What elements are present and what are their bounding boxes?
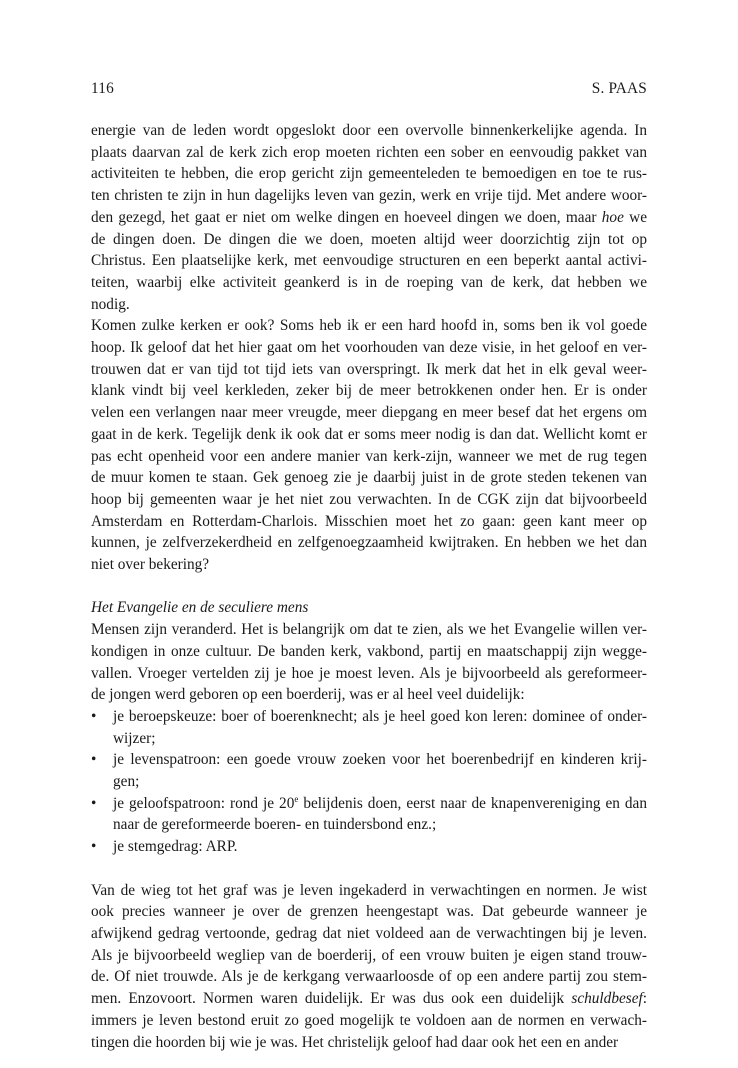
- text-line: nodig.: [91, 295, 130, 313]
- text-line: Als je bijvoorbeeld wegliep van de boerderij, of een vrouw buiten je eigen stand trouw-: [91, 946, 647, 964]
- text-line: trouwen dat er van tijd tot tijd iets van overspringt. Ik merk dat het in elk geval weer-: [91, 360, 647, 378]
- bullet-item: [91, 706, 647, 749]
- text-line: ten christen te zijn in hun dagelijks leven van gezin, werk en vrije tijd. Met andere woor-: [91, 187, 647, 205]
- book-page: [91, 78, 647, 1053]
- running-header: [91, 78, 647, 100]
- text-line: velen een verlangen naar meer vreugde, meer diepgang en meer besef dat het ergens om: [91, 404, 647, 422]
- text-line: gen;: [113, 773, 140, 791]
- text-line: afwijkend gedrag vertoonde, gedrag dat niet voldeed aan de verwachtingen bij je leven.: [91, 924, 647, 942]
- text-line: energie van de leden wordt opgeslokt door een overvolle binnenkerkelijke agenda. In: [91, 122, 647, 139]
- text-line: naar de gereformeerde boeren- en tuindersbond enz.;: [113, 816, 437, 834]
- bullet-list: [91, 706, 647, 858]
- bullet-marker: •: [91, 751, 97, 769]
- bullet-marker: •: [91, 838, 97, 856]
- text-line: Van de wieg tot het graf was je leven ingekaderd in verwachtingen en normen. Je wist: [91, 881, 647, 899]
- text-line: je stemgedrag: ARP.: [113, 838, 238, 856]
- paragraph-norms-and-guilt: [91, 880, 647, 1054]
- text-line: pas echt openheid voor een andere manier van kerk-zijn, wanneer we met de rug tegen: [91, 447, 647, 465]
- text-line: klank vindt bij veel kerkleden, zeker bij de meer betrokkenen onder hen. Er is onder: [91, 382, 647, 400]
- text-line: wijzer;: [113, 729, 156, 747]
- text-line: men. Enzovoort. Normen waren duidelijk. Er was dus ook een duidelijk schuldbesef:: [91, 990, 647, 1008]
- text-line: ook precies wanneer je over de grenzen heengestapt was. Dat gebeurde wanneer je: [91, 903, 647, 921]
- text-line: hoop bij gemeenten waar je het niet zou verwachten. In de CGK zijn dat bijvoorbeeld: [91, 490, 647, 508]
- text-line: den gezegd, het gaat er niet om welke dingen en hoeveel dingen we doen, maar hoe we: [91, 208, 647, 226]
- text-line: gaat in de kerk. Tegelijk denk ik ook dat er soms meer nodig is dan dat. Wellicht komt er: [91, 425, 647, 443]
- emphasized-word: hoe: [601, 208, 624, 226]
- text-line: plaats daarvan zal de kerk zich erop moeten richten een sober en eenvoudig pakket van: [91, 143, 647, 161]
- ordinal-superscript: e: [294, 793, 299, 804]
- bullet-marker: •: [91, 707, 97, 725]
- paragraph-spacer: [91, 576, 647, 598]
- text-line: Amsterdam en Rotterdam-Charlois. Misschien moet het zo gaan: geen kant meer op: [91, 512, 647, 530]
- text-line: je levenspatroon: een goede vrouw zoeken voor het boerenbedrijf en kinderen krij-: [113, 751, 647, 769]
- bullet-item: [91, 836, 647, 858]
- paragraph-spacer: [91, 858, 647, 880]
- text-line: kondigen in onze cultuur. De banden kerk, vakbond, partij en maatschappij zijn wegge-: [91, 642, 647, 660]
- text-line: tingen die hoorden bij wie je was. Het christelijk geloof had daar ook het een en ander: [91, 1033, 619, 1051]
- text-line: je beroepskeuze: boer of boerenknecht; als je heel goed kon leren: dominee of onder-: [113, 707, 647, 725]
- text-line: Mensen zijn veranderd. Het is belangrijk om dat te zien, als we het Evangelie willen ver-: [91, 621, 647, 639]
- text-line: immers je leven bestond eruit zo goed mogelijk te voldoen aan de normen en verwach-: [91, 1011, 647, 1029]
- text-line: hoop. Ik geloof dat het hier gaat om het voorhouden van deze visie, in het geloof en ver-: [91, 339, 647, 357]
- text-line: de muur komen te staan. Gek genoeg zie je daarbij juist in de grote steden tekenen van: [91, 469, 647, 487]
- page-number: 116: [91, 80, 114, 97]
- text-line: de. Of niet trouwde. Als je de kerkgang verwaarloosde of op een andere partij zou stem-: [91, 968, 647, 986]
- bullet-item: [91, 793, 647, 836]
- section-heading: Het Evangelie en de seculiere mens: [91, 599, 309, 617]
- text-line: vallen. Vroeger vertelden zij je hoe je moest leven. Als je bijvoorbeeld als gereformeer-: [91, 664, 647, 682]
- author-name: S. PAAS: [591, 80, 647, 97]
- text-line: kunnen, je zelfverzekerdheid en zelfgenoegzaamheid kwijtraken. En hebben we het dan: [91, 534, 647, 552]
- bullet-item: [91, 749, 647, 792]
- text-line: de jongen werd geboren op een boerderij, was er al heel veel duidelijk:: [91, 686, 525, 704]
- text-line: Komen zulke kerken er ook? Soms heb ik er een hard hoofd in, soms ben ik vol goede: [91, 317, 647, 335]
- paragraph-church-activities: [91, 120, 647, 315]
- text-line: activiteiten te hebben, die erop gericht zijn gemeenteleden te bemoedigen en toe te rus-: [91, 165, 647, 183]
- text-line: de dingen doen. De dingen die we doen, moeten altijd weer doorzichtig zijn tot op: [91, 230, 647, 248]
- paragraph-hope-for-churches: [91, 315, 647, 575]
- emphasized-word: schuldbesef: [571, 990, 643, 1008]
- bullet-marker: •: [91, 794, 97, 812]
- text-line: niet over bekering?: [91, 556, 210, 574]
- text-line: Christus. Een plaatselijke kerk, met eenvoudige structuren en een beperkt aantal activi-: [91, 252, 647, 270]
- paragraph-people-changed: [91, 619, 647, 706]
- text-line: teiten, waarbij elke activiteit geankerd is in de roeping van de kerk, dat hebben we: [91, 273, 647, 291]
- text-line: je geloofspatroon: rond je 20e belijdenis doen, eerst naar de knapenvereniging en dan: [113, 793, 647, 812]
